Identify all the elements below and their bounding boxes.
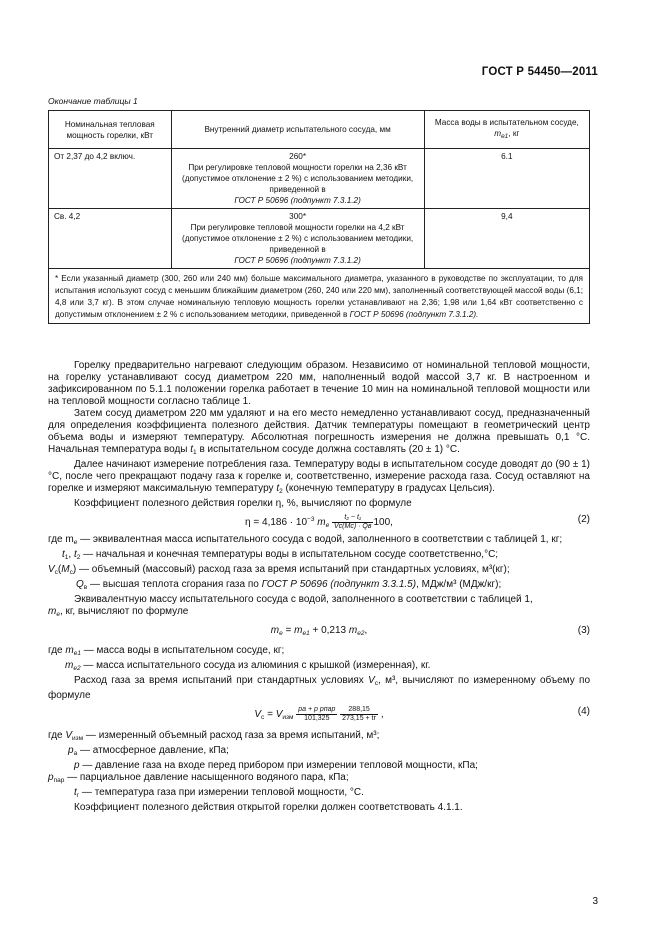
def-me-sym: где m bbox=[48, 534, 74, 545]
cell-diameter bbox=[171, 149, 424, 209]
mass-unit: , кг bbox=[508, 129, 520, 138]
def-vizm: где $V_{изм}$ — измеренный объемный расход газа за время испытаний, м³; bbox=[48, 730, 380, 742]
def-tg bbox=[48, 787, 590, 802]
f3-me1-sub: e1 bbox=[302, 630, 310, 637]
col-header-mass bbox=[424, 111, 589, 149]
diameter-ref: ГОСТ Р 50696 (подпункт 7.3.1.2) bbox=[234, 196, 361, 205]
def-vizm-sym: V bbox=[65, 730, 73, 741]
def-pa bbox=[48, 745, 590, 760]
f4-den1: 101,325 bbox=[304, 715, 330, 722]
def-me bbox=[48, 534, 590, 549]
def-qv-sub: в bbox=[83, 584, 88, 591]
f3-me-sub: e bbox=[279, 630, 283, 637]
def-mc-sub: c bbox=[69, 569, 73, 576]
def-t-sym: t bbox=[62, 549, 65, 560]
def-mc-sym: M bbox=[61, 564, 70, 575]
p5-me-sub: e bbox=[56, 611, 60, 618]
footnote-text: * Если указанный диаметр (300, 260 или 240 мм) больше максимального диаметра, указанного в руководстве по эксплуатации, то для испытания используют сосуд с меньшим ближайшим диаметром (260, 240 или 220 мм), заполненный соответствующей массой воды (6,1; 4,8 или 3,7 кг). В этом случае номинальную тепловую мощность горелки устанавливают на 2,36; 1,98 или 1,64 кВт соответственно с допустимым отклонением ± 2 % с использованием методики, приведенной в bbox=[55, 274, 583, 319]
def-vc-text: — объемный (массовый) расход газа за время испытаний при стандартных условиях, м³(кг); bbox=[76, 564, 510, 575]
table-footnote bbox=[49, 269, 590, 324]
def-vc-sym: V bbox=[48, 564, 55, 575]
def-ppar-sub: пар bbox=[53, 777, 65, 784]
f2-numerator: t₂ − t₁ bbox=[332, 514, 373, 523]
f2-exp: −3 bbox=[307, 516, 315, 524]
cell-mass: 9,4 bbox=[424, 209, 589, 269]
p6-text: Расход газа за время испытаний при стандартных условиях bbox=[74, 675, 369, 686]
formula-2 bbox=[48, 510, 590, 534]
f2-left: η = 4,186 · 10 bbox=[245, 517, 308, 529]
cell-diameter bbox=[171, 209, 424, 269]
f3-me: m bbox=[270, 625, 280, 636]
def-t1-sub: 1 bbox=[64, 554, 69, 561]
formula-3-number: (3) bbox=[577, 625, 590, 636]
def-t2-sub: 2 bbox=[76, 554, 81, 561]
table-header-row bbox=[49, 111, 590, 149]
def-vizm-text: — измеренный объемный расход газа за время испытаний, м³; bbox=[83, 730, 380, 741]
f2-fraction bbox=[332, 514, 373, 531]
def-vc-sub: c bbox=[54, 569, 58, 576]
def-ppar-sym: p bbox=[48, 772, 54, 783]
formula-3 bbox=[48, 621, 590, 645]
def-me2-sub: e2 bbox=[73, 665, 81, 672]
f2-me-sub: e bbox=[325, 522, 330, 530]
def-me2-text: — масса испытательного сосуда из алюминия с крышкой (измеренная), кг. bbox=[80, 660, 431, 671]
col-header-diameter: Внутренний диаметр испытательного сосуда, мм bbox=[171, 111, 424, 149]
def-qv-sym: Q bbox=[76, 579, 84, 590]
def-t: $t_1$, $t_2$ — начальная и конечная температуры воды в испытательном сосуде соответственно,°С; bbox=[62, 549, 499, 561]
def-me1: где $m_{e1}$ — масса воды в испытательном сосуде, кг; bbox=[48, 645, 285, 657]
p3-text-end: (конечную температуру в градусах Цельсия). bbox=[282, 483, 495, 494]
mass-symbol: m bbox=[494, 129, 502, 138]
def-p bbox=[48, 760, 590, 772]
def-vc: $V_c(M_c)$ — объемный (массовый) расход газа за время испытаний при стандартных условиях, м³(кг); bbox=[48, 564, 510, 576]
table-caption: Окончание таблицы 1 bbox=[48, 96, 138, 106]
formula-4 bbox=[48, 702, 590, 730]
paragraph-vessel bbox=[48, 408, 590, 459]
p3-text: Далее начинают измерение потребления газа. Температуру воды в испытательном сосуде доводят до (90 ± 1) °С, после чего прекращают подачу газа к горелке и, соответственно, измерение расхода газа. Сосуд оставляют на горелке и измеряют максимальную температуру bbox=[48, 459, 590, 494]
formula-4-number: (4) bbox=[577, 706, 590, 717]
paragraph-gas-measurement bbox=[48, 459, 590, 498]
def-me-text: — эквивалентная масса испытательного сосуда с водой, заполненного в соответствии с таблицей 1, кг; bbox=[77, 534, 563, 545]
def-pa-text: — атмосферное давление, кПа; bbox=[77, 745, 229, 756]
formula-2-number: (2) bbox=[577, 514, 590, 525]
def-p-text: — давление газа на входе перед прибором при измерении тепловой мощности, кПа; bbox=[79, 760, 478, 771]
col-header-mass-text: Масса воды в испытательном сосуде, bbox=[434, 118, 579, 127]
def-p-sym: p bbox=[74, 760, 80, 771]
p5-me: m bbox=[48, 606, 57, 617]
p5-text-end: , кг, вычисляют по формуле bbox=[59, 606, 189, 617]
cell-mass: 6.1 bbox=[424, 149, 589, 209]
formula-3-expression: $m_e = m_{e1} + 0,213$ $m_{e2}$, bbox=[270, 625, 368, 637]
def-t-text: — начальная и конечная температуры воды в испытательном сосуде соответственно,°С; bbox=[80, 549, 499, 560]
f3-me2-sub: e2 bbox=[357, 630, 365, 637]
def-tg-sub: г bbox=[76, 792, 80, 799]
table-row bbox=[49, 149, 590, 209]
diameter-ref: ГОСТ Р 50696 (подпункт 7.3.1.2) bbox=[234, 256, 361, 265]
mass-symbol-sub: e1 bbox=[501, 133, 509, 140]
diameter-value: 260* bbox=[289, 152, 307, 161]
p5-text: Эквивалентную массу испытательного сосуда с водой, заполненного в соответствии с таблицей 1, bbox=[74, 594, 533, 605]
paragraph-efficiency-intro: Коэффициент полезного действия горелки η, %, вычисляют по формуле bbox=[74, 498, 412, 509]
cell-power: От 2,37 до 4,2 включ. bbox=[49, 149, 172, 209]
diameter-condition: При регулировке тепловой мощности горелки на 4,2 кВт (допустимое отклонение ± 2 %) с использованием методики, приведенной в bbox=[181, 223, 414, 254]
p6-vc: V bbox=[368, 675, 375, 686]
f2-tail: 100, bbox=[373, 517, 393, 529]
def-ppar-text: — парциальное давление насыщенного водяного пара, кПа; bbox=[64, 772, 349, 783]
def-tg-sym: t bbox=[74, 787, 77, 798]
paragraph-gas-flow bbox=[48, 675, 590, 702]
f4-vc: V bbox=[254, 709, 262, 721]
def-qv-text: — высшая теплота сгорания газа по bbox=[87, 579, 262, 590]
def-qv-unit: , МДж/м³ (МДж/кг); bbox=[416, 579, 502, 590]
def-me2-sym: m bbox=[65, 660, 74, 671]
f3-me1: m bbox=[294, 625, 303, 636]
t1-symbol: t bbox=[190, 444, 194, 455]
t2-symbol: t bbox=[276, 483, 280, 494]
paragraph-eq-mass bbox=[48, 594, 590, 606]
p2-text: Затем сосуд диаметром 220 мм удаляют и на его место немедленно устанавливают сосуд, предназначенный для определения коэффициента полезного действия. Датчик температуры помещают в геометрический центр объема воды и измеряют температуру. Абсолютная погрешность измерения не должна превышать 0,1 °С. Начальная температура воды bbox=[48, 408, 590, 455]
f4-fraction-2 bbox=[340, 706, 378, 723]
def-t2-sym: t bbox=[73, 549, 77, 560]
cell-power: Св. 4,2 bbox=[49, 209, 172, 269]
p6-vc-sub: c bbox=[374, 680, 378, 687]
def-qv bbox=[48, 579, 590, 594]
f3-me2: m bbox=[348, 625, 358, 636]
page-number: 3 bbox=[592, 896, 598, 907]
col-header-power: Номинальная тепловая мощность горелки, кВт bbox=[49, 111, 172, 149]
def-qv-ref: ГОСТ Р 50696 (подпункт 3.3.1.5) bbox=[261, 579, 417, 590]
def-me1-sub: e1 bbox=[73, 650, 81, 657]
def-ppar bbox=[48, 772, 590, 787]
table-1 bbox=[48, 110, 590, 324]
def-me1-text: — масса воды в испытательном сосуде, кг; bbox=[80, 645, 285, 656]
f4-num2: 288,15 bbox=[340, 706, 378, 715]
f4-vizm-sub: изм bbox=[282, 714, 294, 722]
f4-fraction-1 bbox=[296, 706, 337, 723]
formula-2-expression bbox=[48, 514, 590, 532]
table-footnote-row bbox=[49, 269, 590, 324]
def-me2 bbox=[48, 660, 590, 675]
f4-vc-sub: c bbox=[261, 714, 265, 722]
def-tg-text: — температура газа при измерении тепловой мощности, °С. bbox=[79, 787, 364, 798]
body-text bbox=[48, 360, 590, 814]
f2-me: m bbox=[317, 517, 326, 529]
f4-den2: 273,15 + tг bbox=[342, 715, 377, 722]
diameter-value: 300* bbox=[289, 212, 307, 221]
paragraph-preheat: Горелку предварительно нагревают следующим образом. Независимо от номинальной тепловой мощности, на горелку устанавливают сосуд диаметром 220 мм, наполненный водой массой 3,7 кг. В настроенном и зафиксированном по 5.1.1 положении горелка работает в течение 10 мин на номинальной тепловой мощности или на тепловой мощности согласно таблице 1. bbox=[48, 360, 590, 407]
def-me-sub: e bbox=[73, 539, 78, 546]
paragraph-conclusion: Коэффициент полезного действия открытой горелки должен соответствовать 4.1.1. bbox=[74, 802, 463, 813]
def-pa-sub: a bbox=[73, 750, 78, 757]
standard-header: ГОСТ Р 54450—2011 bbox=[481, 66, 598, 78]
p2-text-end: в испытательном сосуде должна составлять (20 ± 1) °С. bbox=[196, 444, 460, 455]
paragraph-eq-mass-cont bbox=[48, 606, 590, 621]
f2-denominator: Vc(Mc) · Qв bbox=[334, 523, 372, 530]
def-vizm-sub: изм bbox=[72, 735, 84, 742]
t1-sub: 1 bbox=[193, 449, 197, 456]
formula-4-expression: $V_c = V_{изм}$ $\frac{\text{pa + p pпар}}{101,325}$ $\frac{288,15}{273,15 + tг}$ , bbox=[254, 706, 384, 722]
def-me1-sym: m bbox=[65, 645, 74, 656]
p6-text-end: , м³, вычисляют по измеренному объему по формуле bbox=[48, 675, 591, 701]
diameter-condition: При регулировке тепловой мощности горелки на 2,36 кВт (допустимое отклонение ± 2 %) с использованием методики, приведенной в bbox=[181, 163, 414, 194]
footnote-ref: ГОСТ Р 50696 (подпункт 7.3.1.2). bbox=[349, 310, 479, 319]
f4-vizm: V bbox=[275, 709, 283, 721]
t2-sub: 2 bbox=[279, 488, 283, 495]
f4-num1: pa + p pпар bbox=[298, 706, 336, 713]
def-pa-sym: p bbox=[68, 745, 74, 756]
table-row bbox=[49, 209, 590, 269]
